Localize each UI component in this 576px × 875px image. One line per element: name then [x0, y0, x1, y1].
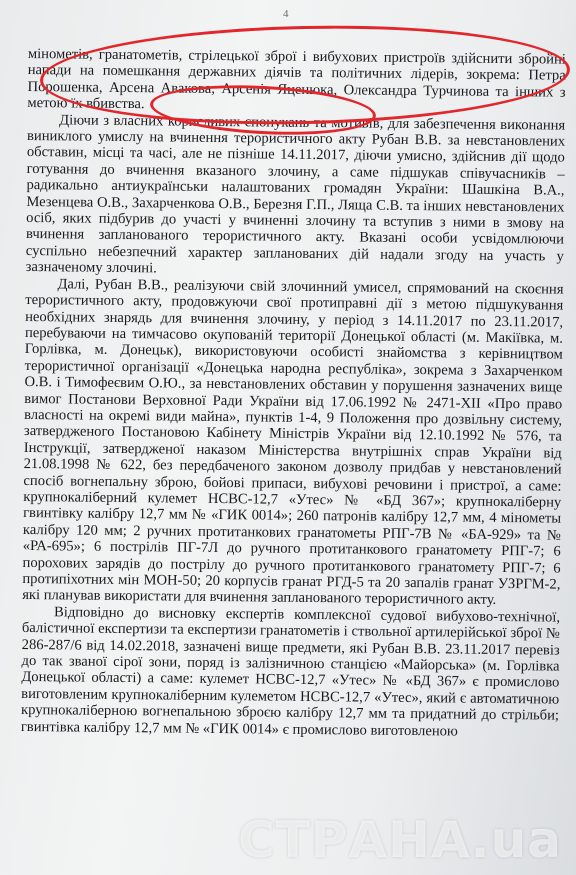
paragraph-1: мінометів, гранатометів, стрілецької зброї і вибухових пристроїв здійснити збройні напади на помешкання державних діячів та політичних лідерів, зокрема: Петра Порошенка, Арсена Авакова, Арсенія Яценюка, Олександра Турчинова та інших з метою їх вбивства. [27, 46, 566, 113]
watermark-logo: СТРАНА.ua [237, 811, 562, 869]
paragraph-2: Діючи з власних корисливих спонукань та мотивів, для забезпечення виконання виниклого умислу на вчинення терористичного акту Рубан В.В. за невстановлених обставин, місці та часі, але не пізніше 14.11.2017, діючи умисно, здійснив дії щодо готування до вчинення вказаного злочину, а саме підшукав співучасників – радикально антиукраїнськи налаштованих громадян України: Шашкіна В.А., Мезенцева О.В., Захарченкова О.В., Березня Г.П., Ляща С.В. та інших невстановлених осіб, яких підбурив до участі у вчиненні злочину та вступив з ними в змову на вчинення запланованого терористичного акту. Вказані особи усвідомлюючи суспільно небезпечний характер запланованих дій надали згоду на участь у зазначеному злочині. [25, 111, 566, 277]
document-text [21, 46, 566, 741]
paragraph-3: Далі, Рубан В.В., реалізуючи свій злочинний умисел, спрямований на скоєння терористичного акту, продовжуючи свої протиправні дії з метою підшукування необхідних знарядь для вчинення злочину, у період з 14.11.2017 по 23.11.2017, перебуваючи на тимчасово окупованій території Донецької області (м. Макіївка, м. Горлівка, м. Донецьк), використовуючи особисті знайомства з керівництвом терористичної організації «Донецька народна республіка», зокрема з Захарченком О.В. і Тимофеєвим О.Ю., за невстановлених обставин у порушення зазначених вище вимог Постанови Верховної Ради України від 17.06.1992 № 2471-XII «Про право власності на окремі види майна», пунктів 1-4, 9 Положення про дозвільну систему, затвердженого Постановою Кабінету Міністрів України від 12.10.1992 № 576, та Інструкції, затвердженої наказом Міністерства внутрішніх справ України від 21.08.1998 № 622, без передбаченого законом дозволу придбав у невстановлений спосіб вогнепальну зброю, бойові припаси, вибухові речовини і пристрої, а саме: крупнокаліберний кулемет НСВС-12,7 «Утес» № «БД 367»; крупнокаліберну гвинтівку калібру 12,7 мм № «ГИК 0014»; 260 патронів калібру 12,7 мм, 4 мінометы калібру 120 мм; 2 ручних протитанкових гранатометы РПГ-7В № «БА-929» та № «РА-695»; 6 пострілів ПГ-7Л до ручного протитанкового гранатомету РПГ-7; 6 порохових зарядів до пострілу до ручного протитанкового гранатомету РПГ-7; 6 протипіхотних мін МОН-50; 20 корпусів гранат РГД-5 та 20 запалів гранат УЗРГМ-2, які планував використати для вчинення запланованого терористичного акту. [22, 276, 564, 609]
page-number: 4 [283, 8, 289, 20]
paragraph-4: Відповідно до висновку експертів комплексної судової вибухово-технічної, балістичної експертизи та експертизи гранатометів і ствольної артилерійської зброї № 286-287/6 від 14.02.2018, зазначені вище предмети, які Рубан В.В. 23.11.2017 перевіз до так званої сірої зони, поряд із залізничною станцією «Майорська» (м. Горлівка Донецької області) а саме: кулемет НСВС-12,7 «Утес» № «БД 367» є промислово виготовленим крупнокаліберним кулеметом НСВС-12,7 «Утес», який є автоматичною крупнокаліберною вогнепальною зброєю калібру 12,7 мм та придатний до стрільби; гвинтівка калібру 12,7 мм № «ГИК 0014» є промислово виготовленою [20, 604, 561, 740]
